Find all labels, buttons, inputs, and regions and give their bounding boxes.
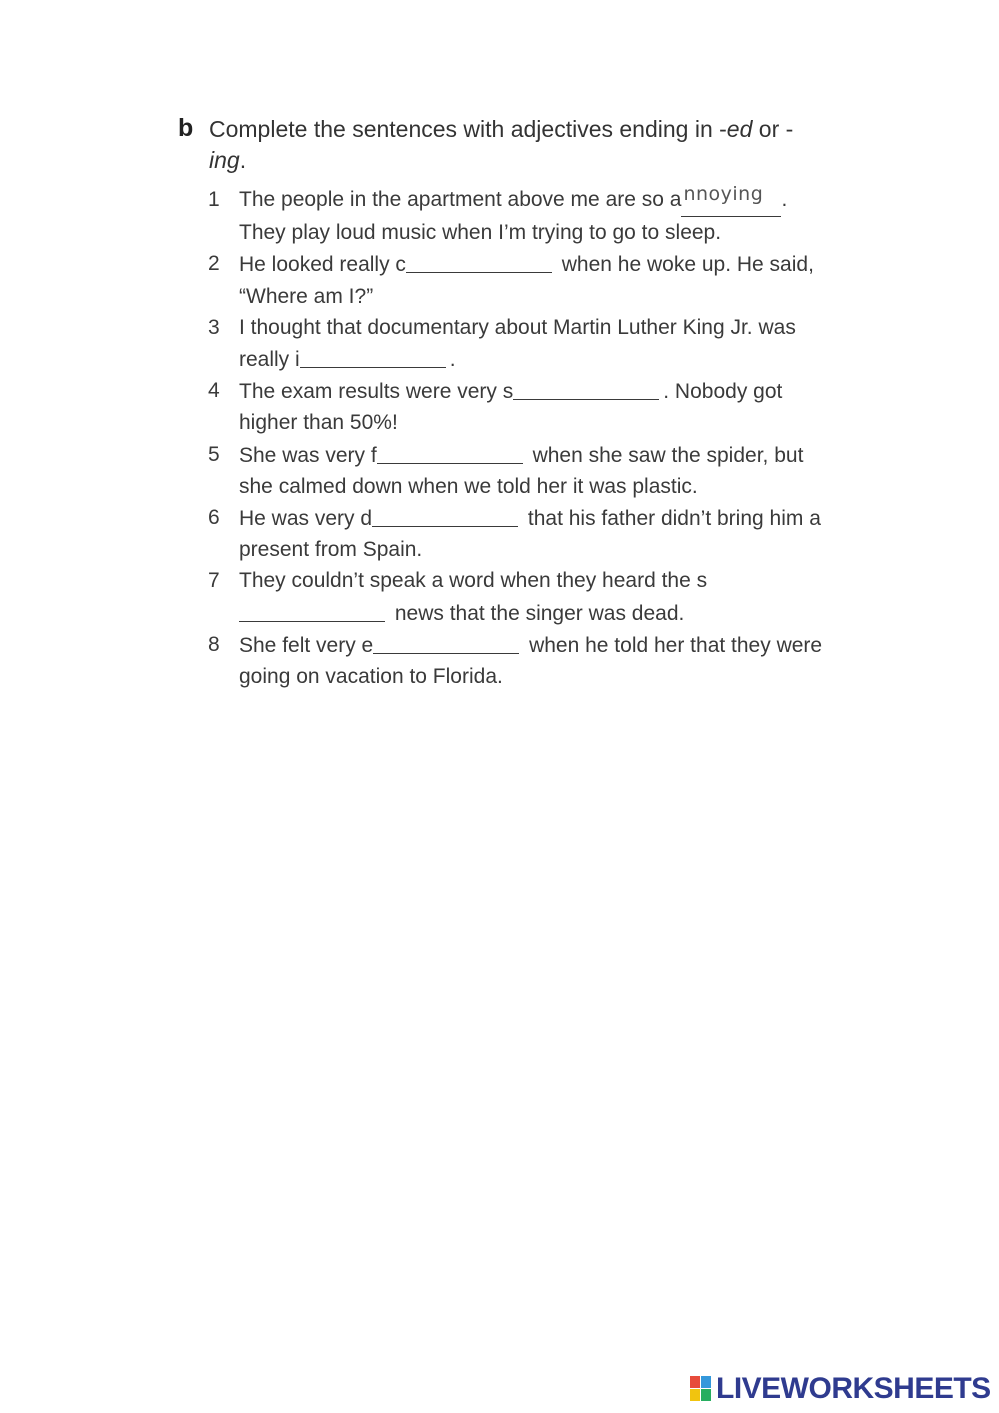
- item-number: 4: [208, 379, 220, 403]
- item-text-after: news that the singer was dead.: [389, 601, 685, 625]
- sentence-item-8: [208, 629, 828, 692]
- item-text-before: They couldn’t speak a word when they heard the s: [239, 569, 708, 593]
- liveworksheets-logo-icon: [690, 1376, 712, 1402]
- sentence-list: [208, 184, 828, 692]
- exercise-header: [178, 112, 838, 178]
- item-text-before: The exam results were very s: [239, 380, 514, 404]
- item-number: 1: [208, 188, 220, 211]
- item-text-before: He looked really c: [239, 253, 406, 277]
- answer-field-1[interactable]: [681, 184, 781, 217]
- exercise-letter: b: [178, 114, 194, 142]
- exercise-b: [178, 112, 838, 689]
- liveworksheets-logo[interactable]: [690, 1373, 991, 1405]
- item-number: 5: [208, 442, 220, 466]
- item-text-before: The people in the apartment above me are so a: [239, 188, 682, 211]
- item-text-after: that his father didn’t bring him a present from Spain.: [239, 507, 821, 562]
- item-text-after: . They play loud music when I’m trying to go to sleep.: [239, 188, 788, 245]
- answer-field-5[interactable]: [377, 441, 523, 464]
- answer-field-6[interactable]: [372, 504, 518, 527]
- item-number: 3: [208, 315, 220, 339]
- item-text-after: when he woke up. He said, “Where am I?”: [239, 253, 814, 308]
- item-text-after: . Nobody got higher than 50%!: [239, 380, 783, 435]
- item-number: 2: [208, 252, 220, 276]
- item-text-before: She felt very e: [239, 633, 374, 657]
- item-text-after: when he told her that they were going on vacation to Florida.: [239, 633, 823, 689]
- item-number: 6: [208, 506, 220, 530]
- item-text-before: I thought that documentary about Martin Luther King Jr. was really i: [239, 315, 796, 372]
- sentence-item-1: [208, 184, 828, 248]
- item-text-before: He was very d: [239, 507, 373, 531]
- logo-text: LIVEWORKSHEETS: [716, 1372, 991, 1405]
- sentence-item-4: [208, 375, 828, 438]
- exercise-instruction: Complete the sentences with adjectives ending in -ed or -ing.: [209, 116, 794, 173]
- answer-field-2[interactable]: [406, 250, 552, 273]
- sentence-item-7: [208, 565, 828, 628]
- answer-text: nnoying: [683, 183, 764, 205]
- answer-field-7[interactable]: [239, 599, 385, 622]
- sentence-item-3: [208, 312, 828, 375]
- item-text-before: She was very f: [239, 443, 377, 467]
- answer-field-3[interactable]: [300, 345, 446, 368]
- answer-field-4[interactable]: [513, 377, 659, 400]
- item-text-after: .: [449, 348, 456, 372]
- sentence-item-5: [208, 439, 828, 502]
- item-text-after: when she saw the spider, but she calmed down when we told her it was plastic.: [239, 443, 804, 498]
- answer-field-8[interactable]: [373, 631, 519, 654]
- item-number: 7: [208, 569, 220, 593]
- sentence-item-2: [208, 248, 828, 311]
- item-number: 8: [208, 632, 220, 656]
- sentence-item-6: [208, 502, 828, 565]
